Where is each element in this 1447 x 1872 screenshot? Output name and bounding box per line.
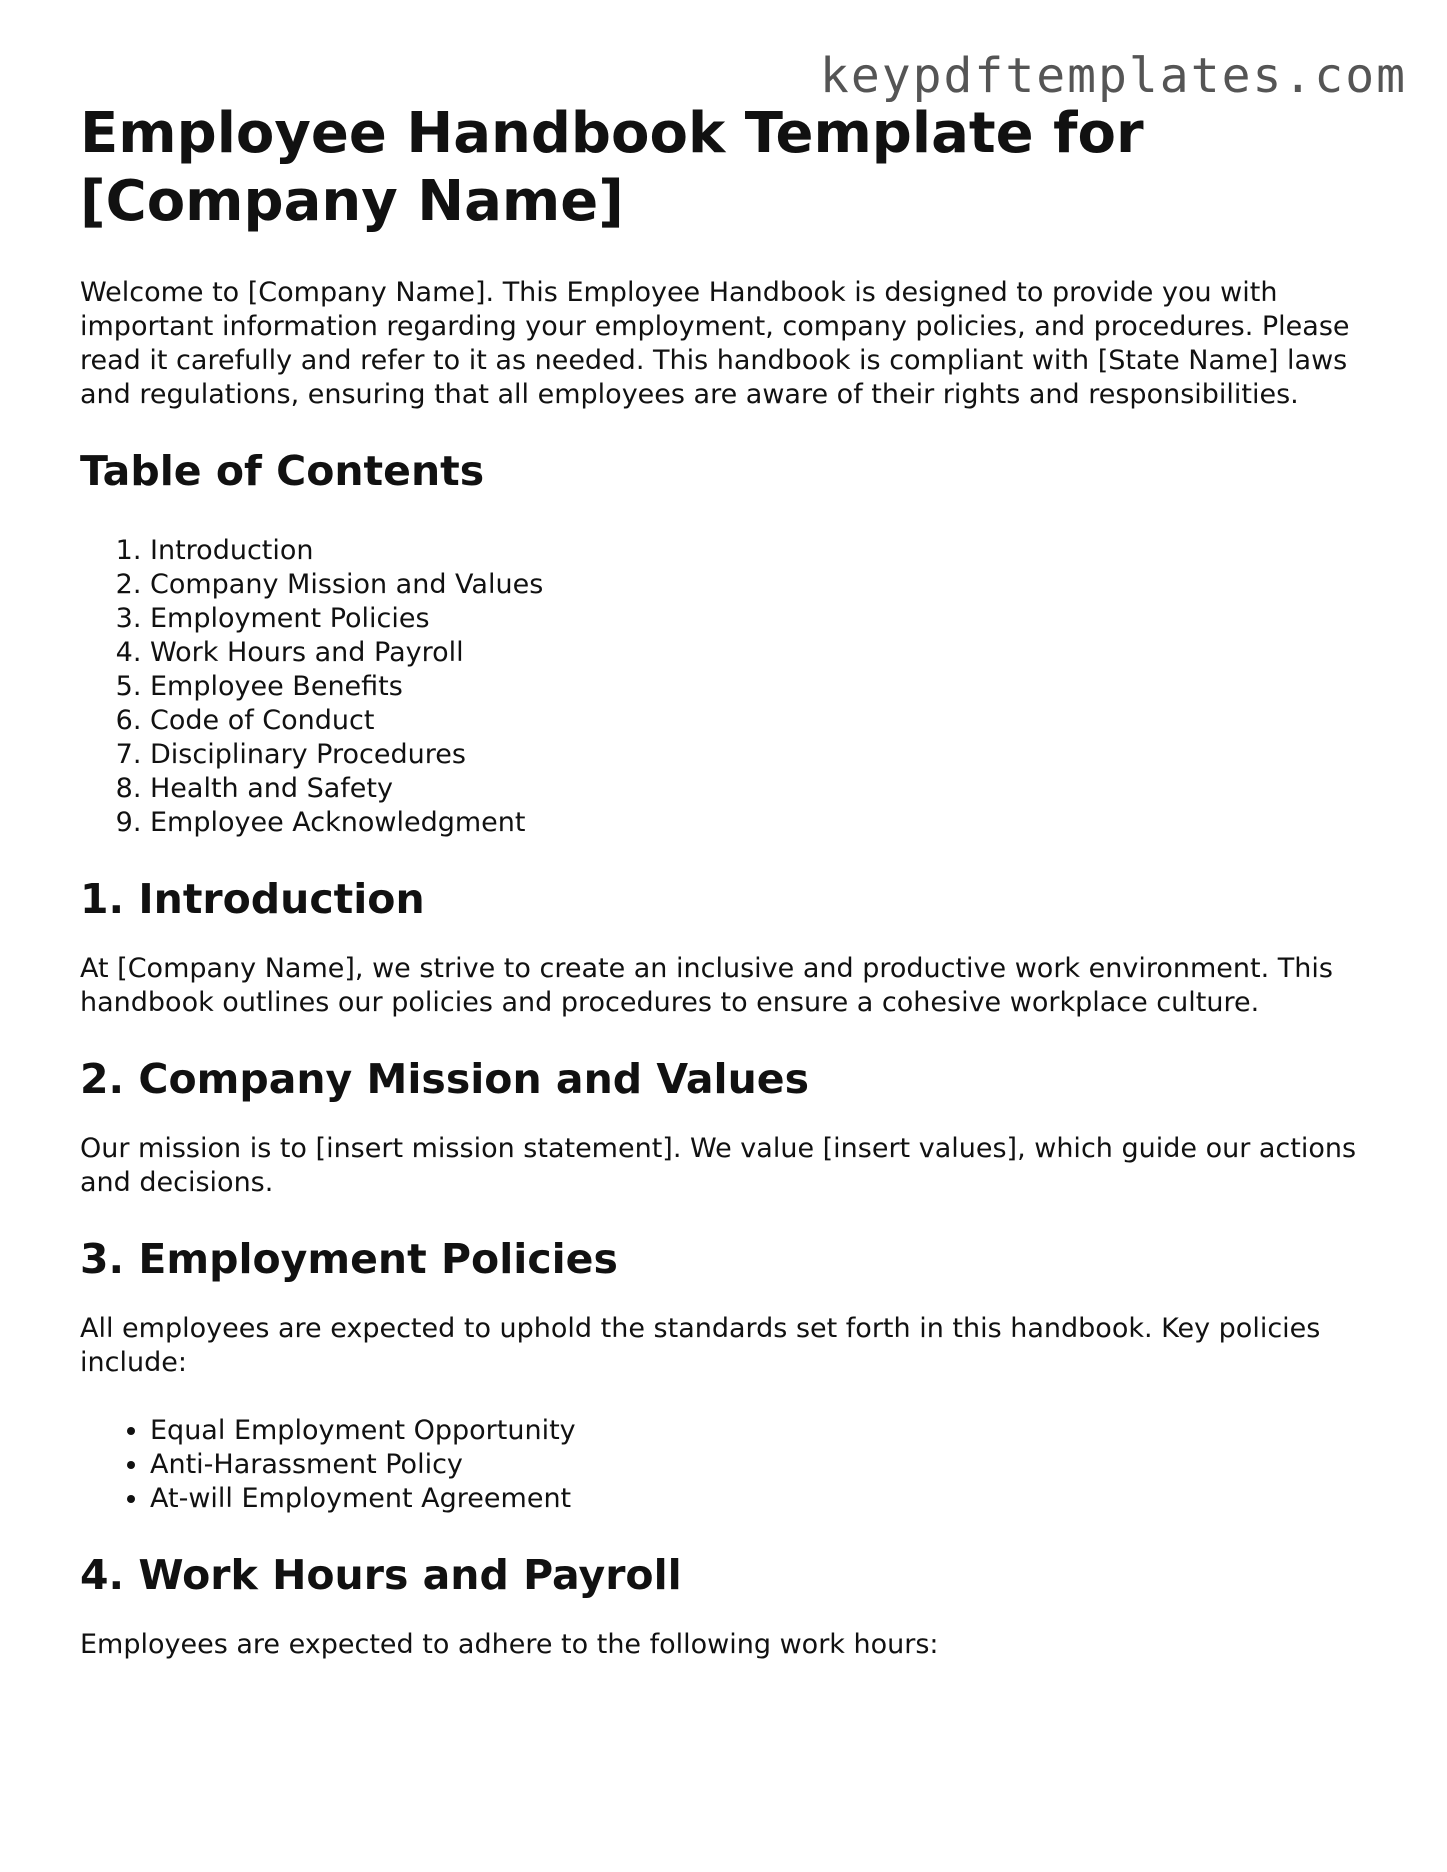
toc-item: 3. Employment Policies bbox=[150, 602, 1370, 636]
section-heading-introduction: 1. Introduction bbox=[80, 875, 425, 923]
toc-list bbox=[80, 534, 1370, 840]
toc-item: 9. Employee Acknowledgment bbox=[150, 806, 1370, 840]
watermark: keypdftemplates.com bbox=[819, 48, 1407, 104]
section-body-mission: Our mission is to [insert mission statement]. We value [insert values], which guide our actions and decisions. bbox=[80, 1133, 1357, 1198]
section-heading-policies: 3. Employment Policies bbox=[80, 1235, 618, 1283]
document-page bbox=[80, 100, 1370, 1696]
intro-paragraph: Welcome to [Company Name]. This Employee Handbook is designed to provide you with important information regarding your employment, company policies, and procedures. Please read it carefully and refer to it as needed. This handbook is compliant with [State Name] laws and regulations, ensuring that all employees are aware of their rights and responsibilities. bbox=[80, 277, 1350, 410]
section-heading-mission: 2. Company Mission and Values bbox=[80, 1055, 809, 1103]
section-heading-work-hours: 4. Work Hours and Payroll bbox=[80, 1551, 682, 1599]
section-body-work-hours: Employees are expected to adhere to the following work hours: bbox=[80, 1629, 939, 1660]
toc-item: 7. Disciplinary Procedures bbox=[150, 738, 1370, 772]
section-body-policies: All employees are expected to uphold the standards set forth in this handbook. Key policies include: bbox=[80, 1313, 1321, 1378]
toc-item: 1. Introduction bbox=[150, 534, 1370, 568]
toc-item: 5. Employee Benefits bbox=[150, 670, 1370, 704]
toc-item: 6. Code of Conduct bbox=[150, 704, 1370, 738]
toc-item: 8. Health and Safety bbox=[150, 772, 1370, 806]
policy-item: • At-will Employment Agreement bbox=[150, 1482, 1370, 1516]
policy-item: • Equal Employment Opportunity bbox=[150, 1414, 1370, 1448]
toc-item: 4. Work Hours and Payroll bbox=[150, 636, 1370, 670]
toc-item: 2. Company Mission and Values bbox=[150, 568, 1370, 602]
toc-heading: Table of Contents bbox=[80, 447, 485, 495]
policy-item: • Anti-Harassment Policy bbox=[150, 1448, 1370, 1482]
section-body-introduction: At [Company Name], we strive to create an inclusive and productive work environment. This handbook outlines our policies and procedures to ensure a cohesive workplace culture. bbox=[80, 953, 1333, 1018]
document-title: Employee Handbook Template for [Company Name] bbox=[80, 101, 1144, 234]
policies-list bbox=[80, 1414, 1370, 1516]
